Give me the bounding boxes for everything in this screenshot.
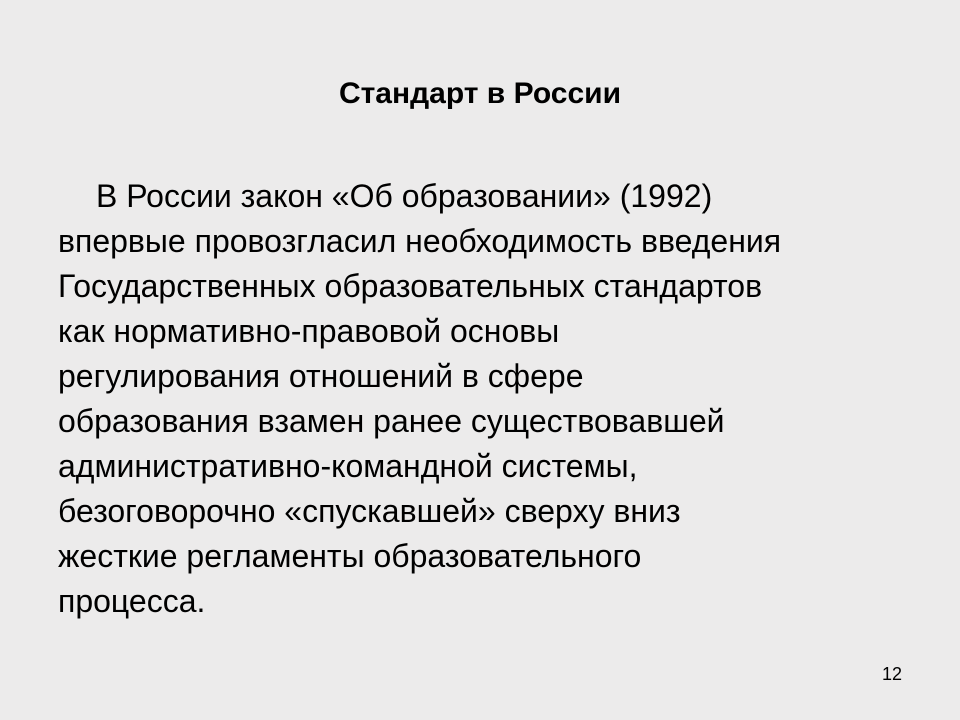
body-line: как нормативно-правовой основы — [58, 313, 560, 349]
body-line: административно-командной системы, — [58, 448, 638, 484]
slide-title: Стандарт в России — [338, 77, 622, 110]
body-line: регулирования отношений в сфере — [58, 358, 584, 394]
body-line: жесткие регламенты образовательного — [58, 538, 642, 574]
body-line: образования взамен ранее существовавшей — [58, 403, 725, 439]
page-number: 12 — [881, 664, 902, 684]
body-line: безоговорочно «спускавшей» сверху вниз — [58, 493, 681, 529]
body-line: процесса. — [58, 583, 206, 619]
body-line: В России закон «Об образовании» (1992) — [96, 178, 713, 214]
body-line: впервые провозгласил необходимость введения — [58, 223, 782, 259]
slide-body-text — [58, 174, 918, 624]
body-line: Государственных образовательных стандартов — [58, 268, 763, 304]
